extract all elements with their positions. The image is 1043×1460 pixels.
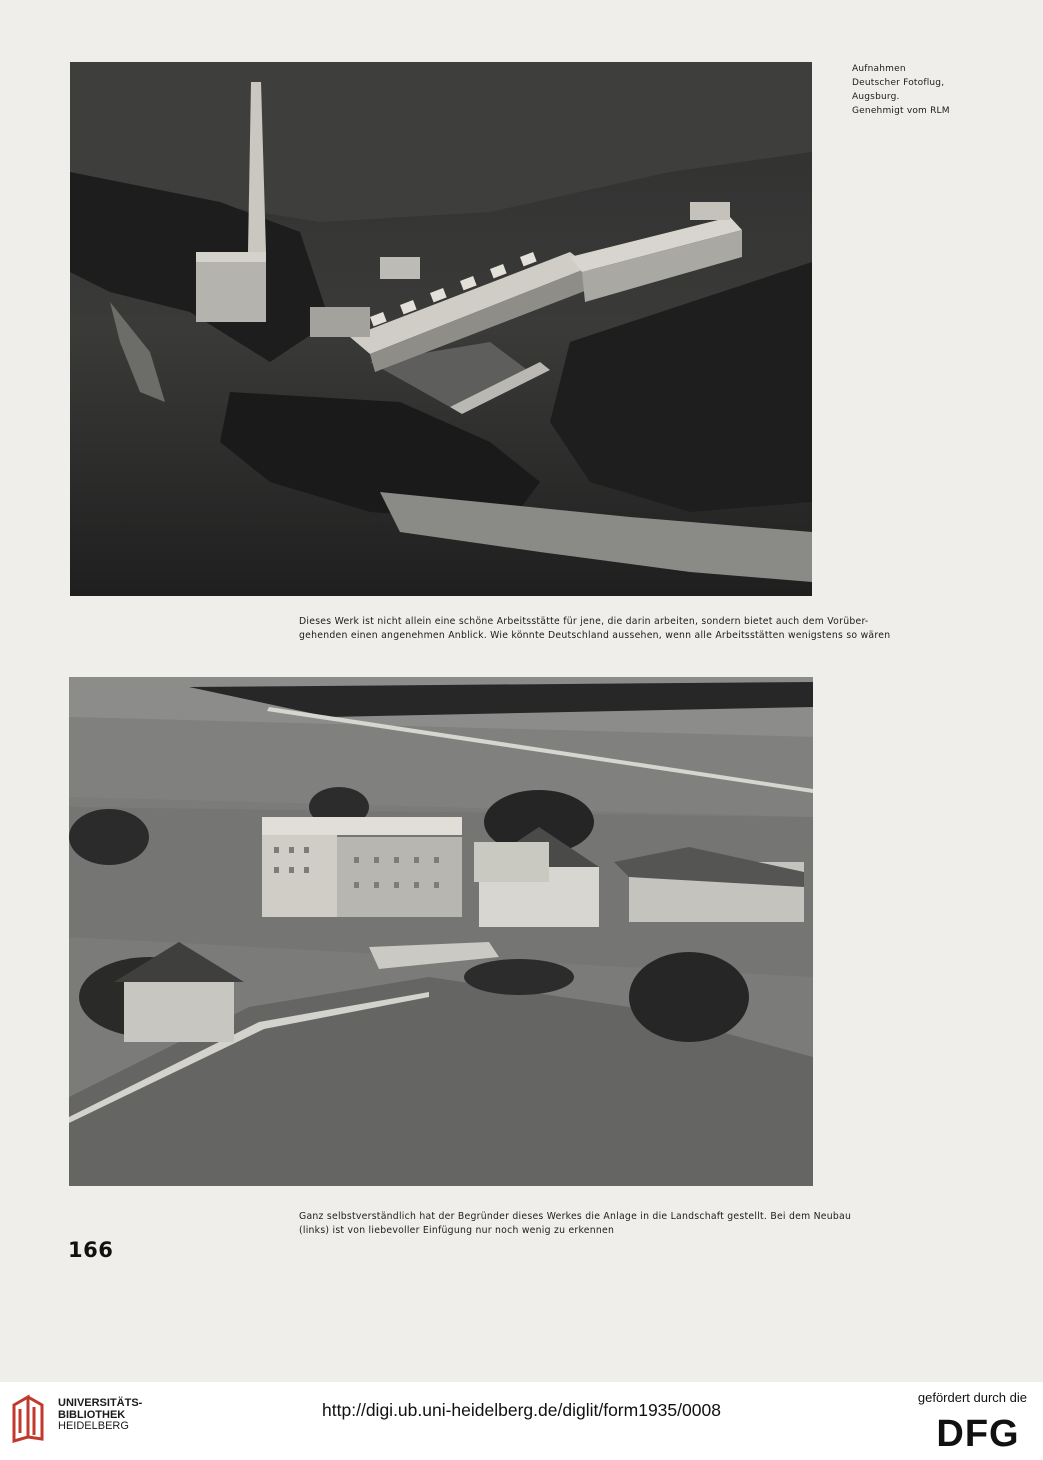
caption-line: (links) ist von liebevoller Einfügung nur noch wenig zu erkennen	[299, 1225, 615, 1236]
photo-credit	[852, 62, 1002, 118]
caption-bottom	[299, 1210, 959, 1238]
mill-photo-drawing	[69, 677, 813, 1186]
digitization-footer	[0, 1382, 1043, 1460]
document-url-link[interactable]: http://digi.ub.uni-heidelberg.de/diglit/form1935/0008	[322, 1400, 721, 1420]
library-line: HEIDELBERG	[58, 1420, 129, 1432]
credit-line: Aufnahmen	[852, 64, 906, 74]
aerial-photo-factory	[70, 62, 812, 596]
caption-line: Ganz selbstverständlich hat der Begründer dieses Werkes die Anlage in die Landschaft gestellt. Bei dem Neubau	[299, 1211, 852, 1222]
library-line: BIBLIOTHEK	[58, 1408, 126, 1421]
caption-top	[299, 615, 945, 643]
dfg-logo-text: DFG	[936, 1413, 1020, 1452]
aerial-photo-mill	[69, 677, 813, 1186]
library-line: UNIVERSITÄTS-	[58, 1397, 143, 1409]
dfg-logo-icon[interactable]	[929, 1412, 1027, 1452]
credit-line: Augsburg.	[852, 92, 900, 102]
caption-line: Dieses Werk ist nicht allein eine schöne Arbeitsstätte für jene, die darin arbeiten, sondern bietet auch dem Vorüber-	[299, 616, 869, 627]
funding-note: gefördert durch die	[917, 1390, 1027, 1405]
credit-line: Genehmigt vom RLM	[852, 106, 950, 116]
credit-line: Deutscher Fotoflug,	[852, 78, 945, 88]
factory-photo-drawing	[70, 62, 812, 596]
caption-line: gehenden einen angenehmen Anblick. Wie könnte Deutschland aussehen, wenn alle Arbeitsstätten wenigstens so wären	[299, 630, 891, 641]
page-number: 166	[68, 1238, 114, 1262]
